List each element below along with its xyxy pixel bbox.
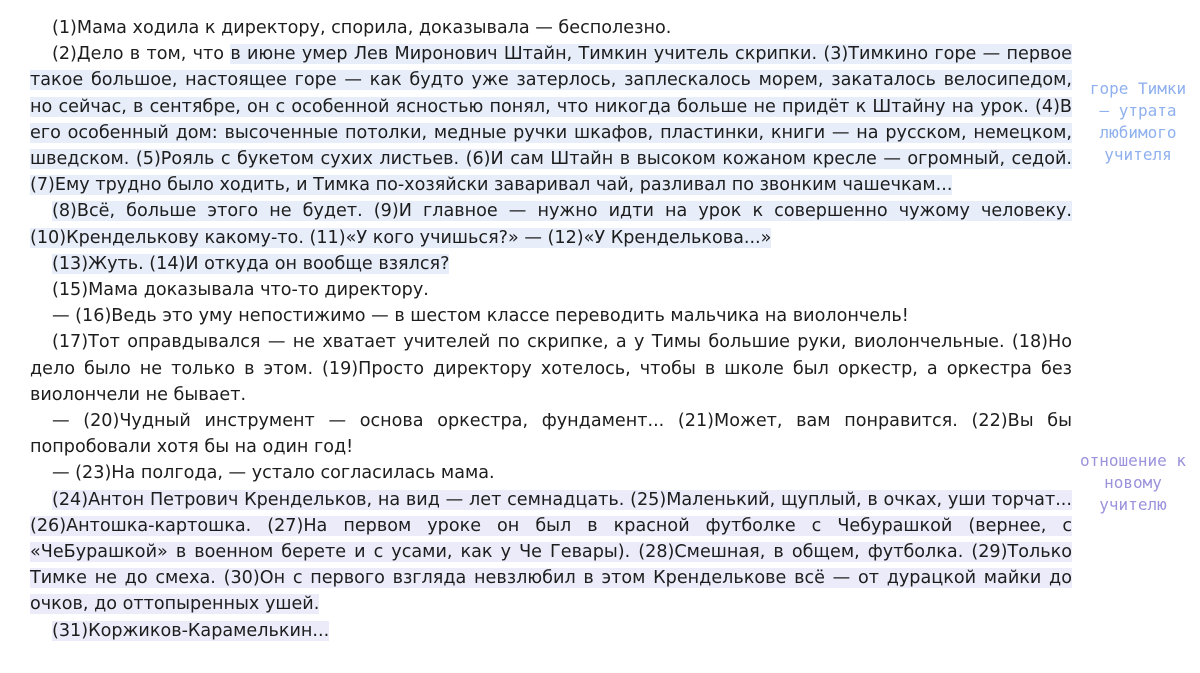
highlighted-text: (8)Всё, больше этого не будет. (9)И главное — нужно идти на урок к совершенно чужому человеку. (10)Кренделькову какому-то. (11)«У кого учишься?» — (12)«У Кренделькова...» — [30, 201, 1072, 248]
text-segment: (2)Дело в том, что — [52, 44, 231, 65]
highlighted-text: в июне умер Лев Миронович Штайн, Тимкин учитель скрипки. (3)Тимкино горе — первое такое большое, настоящее горе — как будто уже затерлось, заплескалось морем, закаталось велосипедом, но сейчас, в сентябре, он с особенной ясностью понял, что никогда больше не придёт к Штайну на урок. (4)В его особенный дом: высоченные потолки, медные ручки шкафов, пластинки, книги — на русском, немецком, шведском. (5)Рояль с букетом сухих листьев. (6)И сам Штайн в высоком кожаном кресле — огромный, седой. (7)Ему трудно было ходить, и Тимка по-хозяйски заваривал чай, разливал по звонким чашечкам... — [30, 44, 1072, 196]
paragraph — [30, 15, 1072, 41]
text-segment: — (16)Ведь это уму непостижимо — в шестом классе переводить мальчика на виолончель! — [52, 306, 909, 327]
paragraph — [30, 198, 1072, 250]
paragraph — [30, 251, 1072, 277]
paragraph — [30, 487, 1072, 618]
text-body — [30, 15, 1072, 644]
margin-note-grief: горе Тимки — утрата любимого учителя — [1089, 79, 1187, 164]
margin-note-attitude: отношение к новому учителю — [1080, 451, 1186, 514]
highlighted-text: (31)Коржиков-Карамелькин... — [52, 620, 330, 641]
paragraph — [30, 329, 1072, 408]
paragraph — [30, 618, 1072, 644]
paragraph — [30, 303, 1072, 329]
text-segment: (15)Мама доказывала что-то директору. — [52, 280, 429, 301]
text-segment: — (20)Чудный инструмент — основа оркестра, фундамент... (21)Может, вам понравится. (22)Вы бы попробовали хотя бы на один год! — [30, 411, 1072, 458]
paragraph — [30, 277, 1072, 303]
text-segment: — (23)На полгода, — устало согласилась мама. — [52, 463, 495, 484]
paragraph — [30, 408, 1072, 460]
text-segment: (17)Тот оправдывался — не хватает учителей по скрипке, а у Тимы большие руки, виолончельные. (18)Но дело было не только в этом. (19)Просто директору хотелось, чтобы в школе был оркестр, а оркестра без виолончели не бывает. — [30, 332, 1072, 405]
highlighted-text: (13)Жуть. (14)И откуда он вообще взялся? — [52, 253, 450, 274]
paragraph — [30, 460, 1072, 486]
text-segment: (1)Мама ходила к директору, спорила, доказывала — бесполезно. — [52, 18, 672, 38]
highlighted-text: (24)Антон Петрович Крендельков, на вид — лет семнадцать. (25)Маленький, щуплый, в очках, уши торчат... (26)Антошка-картошка. (27)На первом уроке он был в красной футболке с Чебурашкой (вернее, с «ЧеБурашкой» в военном берете и с усами, как у Че Гевары). (28)Смешная, в общем, футболка. (29)Только Тимке не до смеха. (30)Он с первого взгляда невзлюбил в этом Кренделькове всё — от дурацкой майки до очков, до оттопыренных ушей. — [30, 489, 1072, 615]
paragraph — [30, 41, 1072, 198]
